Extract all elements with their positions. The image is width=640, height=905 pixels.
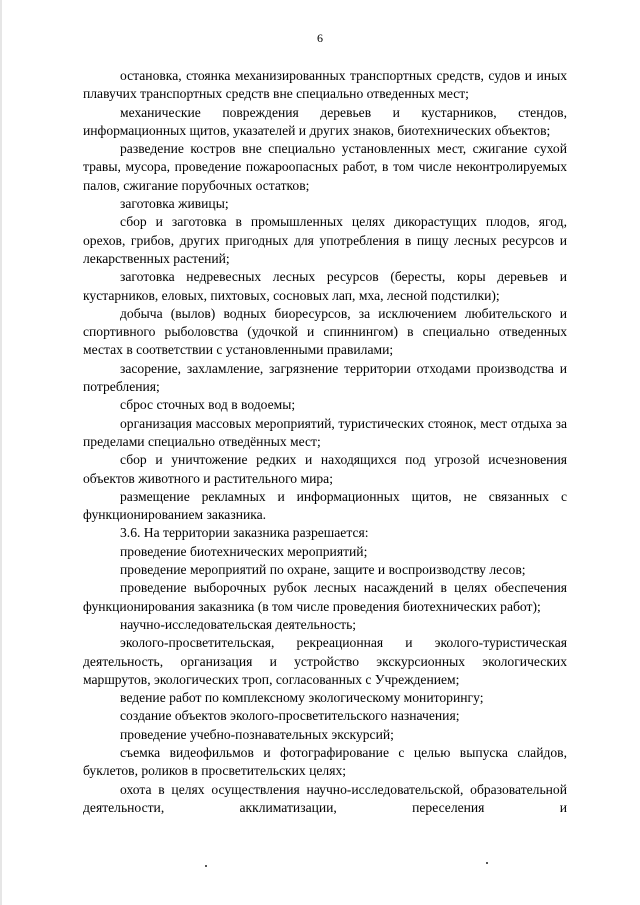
paragraph: эколого-просветительская, рекреационная и эколого-туристическая деятельность, организация и устройство экскурсионных экологических маршрутов, экологических троп, согласованных с Учреждением; — [83, 635, 567, 687]
paragraph: съемка видеофильмов и фотографирование с целью выпуска слайдов, буклетов, роликов в просветительских целях; — [83, 744, 567, 779]
paragraph: разведение костров вне специально установленных мест, сжигание сухой травы, мусора, проведение пожароопасных работ, в том числе неконтролируемых палов, сжигание порубочных остатков; — [83, 141, 567, 193]
paragraph: остановка, стоянка механизированных транспортных средств, судов и иных плавучих транспортных средств вне специально отведенных мест; — [83, 68, 567, 102]
paragraph: проведение биотехнических мероприятий; — [120, 543, 368, 559]
paragraph: проведение выборочных рубок лесных насаждений в целях обеспечения функционирования заказника (в том числе проведения биотехнических работ); — [83, 580, 567, 614]
paragraph: механические повреждения деревьев и кустарников, стендов, информационных щитов, указателей и других знаков, биотехнических объектов; — [83, 104, 567, 138]
paragraph: заготовка недревесных лесных ресурсов (бересты, коры деревьев и кустарников, еловых, пихтовых, сосновых лап, мха, лесной подстилки); — [83, 269, 567, 303]
paragraph: проведение учебно-познавательных экскурсий; — [120, 726, 394, 742]
paragraph: создание объектов эколого-просветительского назначения; — [120, 708, 460, 724]
paragraph: научно-исследовательская деятельность; — [120, 616, 357, 632]
scan-edge — [0, 0, 2, 905]
paragraph: ведение работ по комплексному экологическому мониторингу; — [120, 690, 484, 706]
paragraph: заготовка живицы; — [120, 196, 229, 212]
paragraph: добыча (вылов) водных биоресурсов, за исключением любительского и спортивного рыболовства (удочкой и спиннингом) в специально отведенных местах в соответствии с установленными правилами; — [83, 305, 567, 358]
document-body — [83, 67, 567, 817]
paragraph: проведение мероприятий по охране, защите и воспроизводству лесов; — [120, 562, 526, 578]
paragraph: размещение рекламных и информационных щитов, не связанных с функционированием заказника. — [83, 488, 567, 523]
paragraph: организация массовых мероприятий, туристических стоянок, мест отдыха за пределами специально отведённых мест; — [83, 415, 567, 449]
paragraph: засорение, захламление, загрязнение территории отходами производства и потребления; — [83, 360, 567, 395]
section-heading: 3.6. На территории заказника разрешается: — [120, 525, 369, 541]
paragraph: сбор и уничтожение редких и находящихся под угрозой исчезновения объектов животного и растительного мира; — [83, 452, 567, 486]
paragraph: сброс сточных вод в водоемы; — [120, 397, 296, 413]
paragraph: сбор и заготовка в промышленных целях дикорастущих плодов, ягод, орехов, грибов, других пригодных для употребления в пищу лесных ресурсов и лекарственных растений; — [83, 214, 567, 266]
scan-speck — [486, 862, 488, 864]
scan-speck — [205, 865, 207, 867]
paragraph: охота в целях осуществления научно-исследовательской, образовательной деятельности, акклиматизации, переселения и — [83, 781, 567, 815]
page-number: 6 — [317, 31, 323, 45]
